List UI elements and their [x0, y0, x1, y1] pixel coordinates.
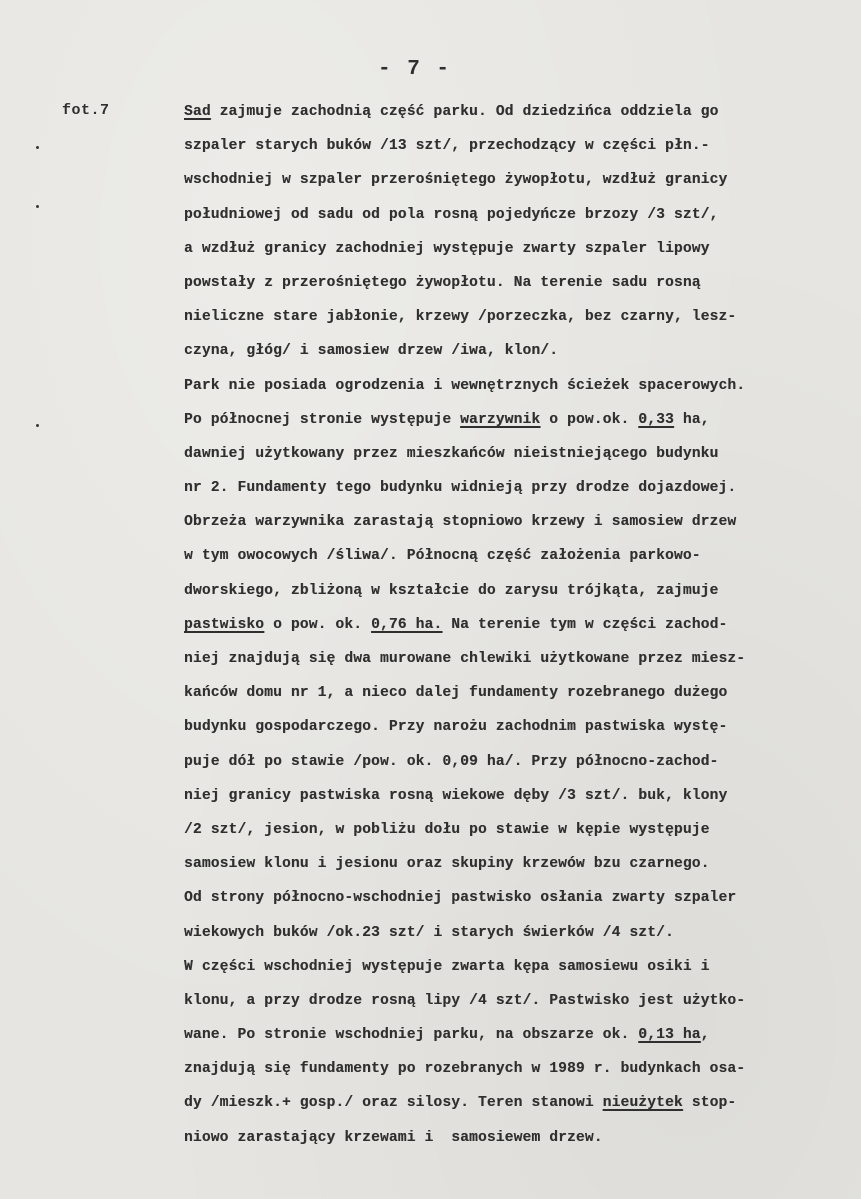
text-segment: dworskiego, zbliżoną w kształcie do zarysu trójkąta, zajmuje: [184, 582, 719, 599]
text-line: [184, 1025, 854, 1059]
text-line: [184, 649, 854, 683]
text-line: [184, 786, 854, 820]
text-segment: ,: [700, 1027, 710, 1044]
text-line: [184, 1128, 854, 1162]
text-segment: niej granicy pastwiska rosną wiekowe dęby /3 szt/. buk, klony: [184, 787, 728, 804]
text-line: [184, 341, 854, 375]
text-segment: Po północnej stronie występuje: [184, 411, 461, 428]
text-segment: budynku gospodarczego. Przy narożu zachodnim pastwiska wystę-: [184, 719, 728, 736]
text-segment: znajdują się fundamenty po rozebranych w 1989 r. budynkach osa-: [184, 1061, 746, 1078]
text-line: [184, 410, 854, 444]
text-line: [184, 1059, 854, 1093]
text-line: [184, 273, 854, 307]
text-segment: stop-: [682, 1095, 737, 1112]
text-segment: wiekowych buków /ok.23 szt/ i starych świerków /4 szt/.: [184, 924, 674, 941]
text-line: [184, 170, 854, 204]
underlined-term: Sad: [184, 104, 211, 120]
text-segment: niowo zarastający krzewami i samosiewem drzew.: [184, 1129, 603, 1146]
text-line: [184, 376, 854, 410]
margin-mark: [36, 146, 39, 149]
text-line: [184, 991, 854, 1025]
text-line: [184, 615, 854, 649]
text-line: [184, 683, 854, 717]
text-segment: czyna, głóg/ i samosiew drzew /iwa, klon/.: [184, 343, 559, 360]
text-line: [184, 546, 854, 580]
text-segment: Od strony północno-wschodniej pastwisko osłania zwarty szpaler: [184, 890, 737, 907]
text-segment: powstały z przerośniętego żywopłotu. Na terenie sadu rosną: [184, 274, 701, 291]
text-line: [184, 752, 854, 786]
underlined-term: 0,76 ha.: [371, 616, 443, 633]
text-segment: o pow.ok.: [540, 411, 639, 428]
text-line: [184, 102, 854, 136]
text-line: [184, 205, 854, 239]
text-segment: Obrzeża warzywnika zarastają stopniowo krzewy i samosiew drzew: [184, 514, 737, 531]
text-segment: puje dół po stawie /pow. ok. 0,09 ha/. Przy północno-zachod-: [184, 753, 719, 770]
text-line: [184, 478, 854, 512]
text-segment: /2 szt/, jesion, w pobliżu dołu po stawie w kępie występuje: [184, 821, 710, 838]
underlined-term: 0,13 ha: [638, 1027, 701, 1044]
text-line: [184, 717, 854, 751]
underlined-term: nieużytek: [602, 1095, 683, 1112]
text-line: [184, 581, 854, 615]
text-line: [184, 512, 854, 546]
underlined-term: 0,33: [638, 411, 674, 428]
text-line: [184, 854, 854, 888]
text-line: [184, 136, 854, 170]
underlined-term: pastwisko: [184, 616, 265, 633]
text-segment: południowej od sadu od pola rosną pojedyńcze brzozy /3 szt/,: [184, 206, 719, 223]
text-segment: Na terenie tym w części zachod-: [442, 616, 728, 633]
text-segment: klonu, a przy drodze rosną lipy /4 szt/. Pastwisko jest użytko-: [184, 992, 746, 1009]
text-segment: nieliczne stare jabłonie, krzewy /porzeczka, bez czarny, lesz-: [184, 309, 737, 326]
text-segment: w tym owocowych /śliwa/. Północną część założenia parkowo-: [184, 548, 701, 565]
text-segment: zajmuje zachodnią część parku. Od dziedzińca oddziela go: [210, 104, 719, 120]
text-line: [184, 1093, 854, 1127]
text-segment: Park nie posiada ogrodzenia i wewnętrznych ścieżek spacerowych.: [184, 377, 746, 394]
text-segment: dy /mieszk.+ gosp./ oraz silosy. Teren stanowi: [184, 1095, 603, 1112]
text-line: [184, 957, 854, 991]
text-segment: wane. Po stronie wschodniej parku, na obszarze ok.: [184, 1027, 639, 1044]
text-line: [184, 307, 854, 341]
text-line: [184, 444, 854, 478]
page-number: - 7 -: [378, 58, 452, 81]
text-segment: kańców domu nr 1, a nieco dalej fundamenty rozebranego dużego: [184, 685, 728, 702]
text-segment: ha,: [673, 411, 710, 428]
text-line: [184, 888, 854, 922]
typed-body-text: [184, 102, 854, 1162]
text-segment: samosiew klonu i jesionu oraz skupiny krzewów bzu czarnego.: [184, 856, 710, 873]
text-line: [184, 923, 854, 957]
text-segment: W części wschodniej występuje zwarta kępa samosiewu osiki i: [184, 958, 710, 975]
text-segment: niej znajdują się dwa murowane chlewiki użytkowane przez miesz-: [184, 651, 746, 667]
margin-mark: [36, 205, 39, 208]
text-line: [184, 239, 854, 273]
text-segment: a wzdłuż granicy zachodniej występuje zwarty szpaler lipowy: [184, 240, 710, 257]
text-segment: o pow. ok.: [264, 616, 372, 633]
text-line: [184, 820, 854, 854]
text-segment: nr 2. Fundamenty tego budynku widnieją przy drodze dojazdowej.: [184, 480, 737, 497]
text-segment: dawniej użytkowany przez mieszkańców nieistniejącego budynku: [184, 445, 719, 462]
text-segment: szpaler starych buków /13 szt/, przechodzący w części płn.-: [184, 138, 710, 155]
photo-reference-label: fot.7: [62, 102, 110, 119]
text-segment: wschodniej w szpaler przerośniętego żywopłotu, wzdłuż granicy: [184, 172, 728, 189]
underlined-term: warzywnik: [460, 411, 541, 428]
margin-mark: [36, 424, 39, 427]
